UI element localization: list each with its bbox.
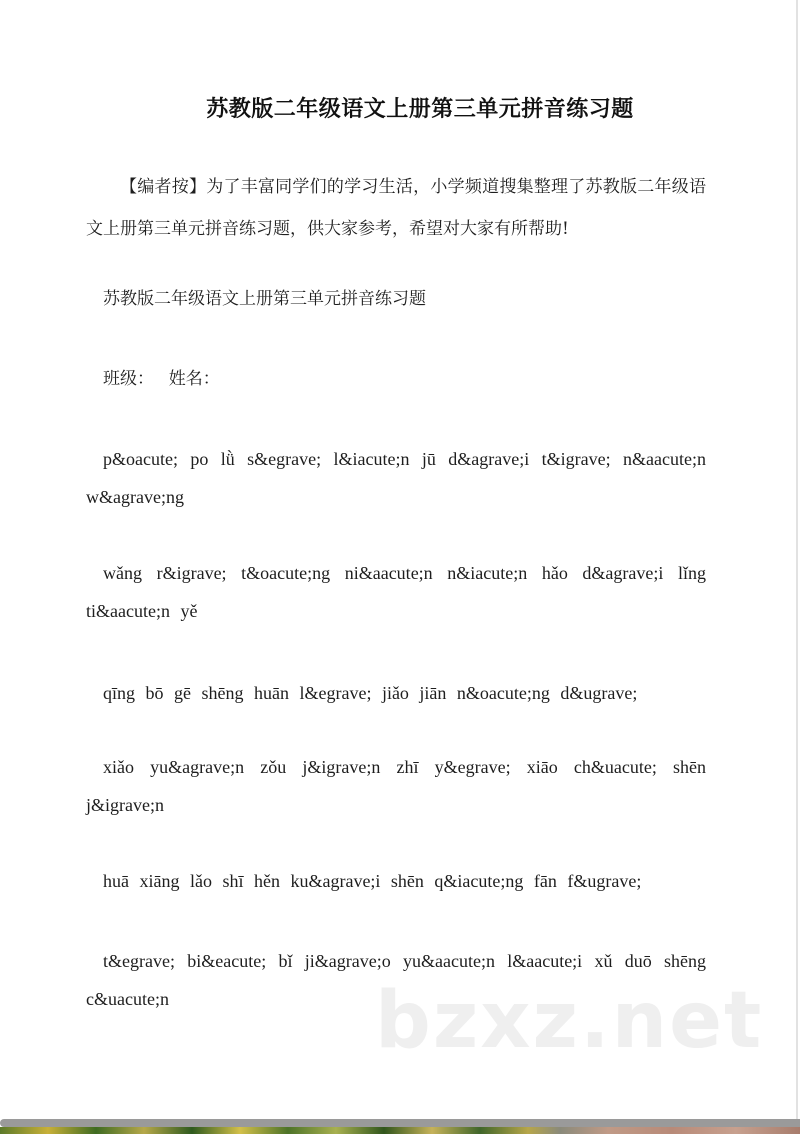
class-name-line: 班级： 姓名： (103, 369, 220, 389)
horizontal-scrollbar[interactable] (0, 1119, 800, 1127)
background-image-strip (0, 1127, 800, 1134)
watermark-logo: bzxz.net (375, 976, 764, 1066)
document-subtitle: 苏教版二年级语文上册第三单元拼音练习题 (103, 289, 426, 309)
pinyin-line-2: wǎng r&igrave; t&oacute;ng ni&aacute;n n&iacute;n hǎo d&agrave;i lǐng ti&aacute;n yě (86, 563, 706, 621)
pinyin-line-6: t&egrave; bi&eacute; bǐ ji&agrave;o yu&aacute;n l&aacute;i xǔ duō shēng c&uacute;n (86, 951, 706, 1009)
pinyin-line-1: p&oacute; po lǜ s&egrave; l&iacute;n jū d&agrave;i t&igrave; n&aacute;n w&agrave;ng (86, 449, 706, 507)
pinyin-line-3: qīng bō gē shēng huān l&egrave; jiǎo jiān n&oacute;ng d&ugrave; (103, 683, 638, 703)
page-right-border (796, 0, 798, 1120)
editor-note: 【编者按】为了丰富同学们的学习生活，小学频道搜集整理了苏教版二年级语文上册第三单元拼音练习题，供大家参考，希望对大家有所帮助! (86, 177, 706, 239)
document-title: 苏教版二年级语文上册第三单元拼音练习题 (206, 97, 634, 122)
pinyin-line-5: huā xiāng lǎo shī hěn ku&agrave;i shēn q&iacute;ng fān f&ugrave; (103, 871, 642, 891)
pinyin-line-4: xiǎo yu&agrave;n zǒu j&igrave;n zhī y&egrave; xiāo ch&uacute; shēn j&igrave;n (86, 757, 706, 815)
